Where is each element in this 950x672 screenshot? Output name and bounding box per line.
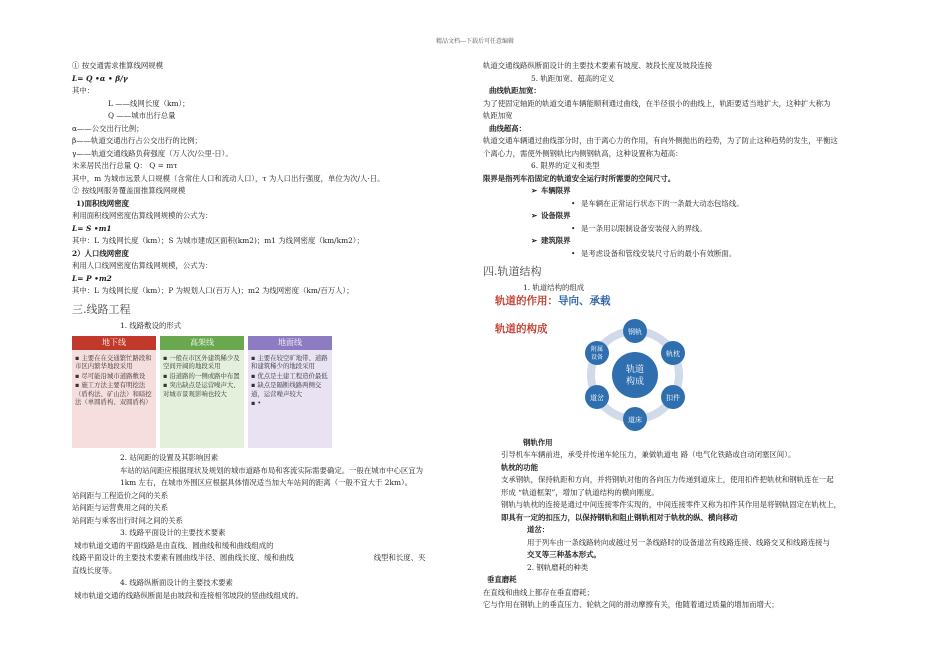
list-label: 车辆限界 [541, 186, 571, 195]
text-line: L ——线网长度（km）； [108, 98, 190, 108]
center-label-1: 轨道 [625, 364, 645, 375]
svg-text:扣件: 扣件 [666, 393, 680, 402]
text-line: 其中：L 为线网长度（km）；P 为规划人口(百万人)；m2 为线网密度（km/百万人）； [72, 286, 354, 295]
text-line: 6. 限界的定义和类型 [531, 161, 600, 170]
subheading: 曲线轨距加宽： [489, 86, 541, 95]
list-label: 建筑限界 [541, 236, 571, 245]
svg-text:轨枕: 轨枕 [666, 349, 680, 358]
text-line: 4. 线路纵断面设计的主要技术要素 [120, 578, 233, 587]
text-line: ① 按交通需求推算线网规模 [72, 61, 164, 70]
text-line: 2. 钢轨磨耗的种类 [527, 562, 589, 572]
text-line: 站间距与工程造价之间的关系 [72, 490, 169, 500]
text-line: 轨距加宽 [483, 111, 513, 120]
list-label: 设备限界 [541, 211, 571, 220]
track-type-item: ▪ 一般在市区外建筑稀少及空间开阔的地段采用 [163, 354, 240, 371]
formula: L= S •m1 [72, 223, 112, 233]
text-line: 支承钢轨，保持轨距和方向，并将钢轨对他的各向压力传递到道床上，使用扣件把轨枕和钢轨连在一起 [501, 475, 834, 484]
text-line: 1. 线路敷设的形式 [120, 320, 182, 330]
formula: L= P •m2 [72, 273, 112, 283]
text-span: 线型和长度、夹 [373, 553, 426, 562]
text-span: 线路平面设计的主要技术要素有圆曲线半径、圆曲线长度、缓和曲线 [72, 553, 294, 562]
track-type-item: ▪ 主要在较空旷地带、道路和建筑稀少的地段采用 [251, 354, 328, 371]
svg-text:钢轨: 钢轨 [628, 327, 642, 336]
text-line [72, 552, 472, 565]
text-line: 轨道交通车辆通过曲线部分时，由于离心力的作用，有向外侧抛出的趋势，为了防止这种趋势的发生，平衡这 [483, 136, 838, 145]
right-column [483, 60, 883, 612]
track-type-title: 地下线 [72, 336, 156, 350]
text-line: 即具有一定的扣压力，以保持钢轨和阻止钢轨相对于轨枕的纵、横向移动 [501, 512, 738, 522]
track-type-item: ▪ 沿道路的一侧或路中布置 [163, 371, 240, 380]
node-ballast [623, 407, 647, 431]
dot-bullet-icon: • [571, 223, 576, 233]
text-line: 它与作用在钢轨上的垂直压力、轮轨之间的滑动摩擦有关，他随着通过质量的增加而增大； [483, 600, 779, 609]
center-node [612, 352, 658, 398]
subheading: 曲线超高： [489, 123, 526, 133]
track-type-item: ▪ 主要在在交通繁忙路段和市区内繁华地段采用 [75, 354, 152, 371]
text-line: 为了使固定轴距的轨道交通车辆能顺利通过曲线，在半径很小的曲线上，轨距要适当地扩大，这种扩大称为 [483, 98, 831, 108]
text-line: 在直线和曲线上都存在垂直磨耗； [483, 587, 594, 597]
center-label-2: 构成 [625, 376, 645, 387]
text-line: α——公交出行比例； [72, 123, 144, 133]
composition-wheel [495, 295, 695, 435]
track-type-title: 高架线 [160, 336, 244, 350]
list-item [483, 198, 883, 211]
text-line: 站间距与乘客出行时间之间的关系 [72, 515, 183, 525]
text-line: 未来居民出行总量 Q： Q = mτ [72, 161, 178, 170]
text-line: 个离心力，需使外侧钢轨比内侧钢轨高，这种设置称为超高： [483, 148, 683, 158]
text-line: 车站的站间距应根据现状及规划的城市道路布局和客流实际需要确定。一般在城市中心区宜为 [120, 465, 424, 475]
track-type-item: ▪ 施工方法主要有明挖法（盾构法、矿山法）和暗挖法（单圆盾构、双圆盾构） [75, 381, 152, 407]
list-item [483, 185, 883, 198]
text-line: 轨道交通线路纵断面设计的主要技术要素有坡度、坡段长度及坡段连接 [483, 61, 713, 70]
text-line: 形成 “轨道框架”，增加了轨道结构的横向刚度。 [501, 487, 659, 497]
subheading: 垂直磨耗 [487, 575, 517, 584]
text-line: 其中：L 为线网长度（km）；S 为城市建成区面积(km2)；m1 为线网密度（km/km2）； [72, 236, 364, 245]
text-line: ② 按线网服务覆盖面推算线网规模 [72, 186, 186, 195]
diagram-title-a: 轨道的作用： [495, 294, 558, 307]
text-line: 1. 轨道结构的组成 [523, 283, 585, 292]
text-line: 其中，m 为城市远景人口规模（含常住人口和流动人口），τ 为人口出行强度，单位为次/人·日。 [72, 173, 385, 183]
list-item [483, 223, 883, 236]
list-text: 是考虑设备和管线安装尺寸后的最小有效断面。 [581, 248, 737, 258]
diagram-subtitle: 轨道的构成 [495, 322, 548, 335]
section-heading: 四.轨道结构 [483, 265, 542, 278]
track-type-item: ▪ 优点是土建工程造价最低 [251, 371, 328, 380]
list-item [483, 210, 883, 223]
track-composition-diagram [495, 295, 695, 435]
section-heading: 三.线路工程 [72, 302, 131, 316]
text-line: 其中： [72, 86, 95, 95]
list-text: 是一条用以限制设备安装侵入的界线。 [581, 223, 707, 233]
svg-text:设备: 设备 [590, 353, 604, 361]
track-type-underground [72, 336, 156, 448]
text-line: β——轨道交通出行占公交出行的比例； [72, 136, 202, 145]
text-line: 1km 左右，在城市外围区应根据具体情况适当加大车站间的距离（一般不宜大于 2km）。 [120, 478, 413, 487]
list-item [483, 248, 883, 261]
track-type-ground [248, 336, 332, 448]
left-column [72, 60, 472, 602]
text-line: 直线长度等。 [72, 565, 117, 575]
formula: L= Q •α • β/γ [72, 73, 128, 83]
subheading: 1)面积线网密度 [76, 198, 129, 208]
track-type-item: ▪ • [251, 399, 262, 408]
text-line: 利用人口线网密度估算线网规模，公式为： [72, 261, 213, 270]
arrow-bullet-icon: ➢ [531, 186, 538, 195]
node-fastener [661, 385, 685, 409]
node-accessory [585, 341, 609, 365]
dot-bullet-icon: • [571, 248, 576, 258]
text-line: 5. 轨距加宽、超高的定义 [531, 73, 615, 83]
subheading: 钢轨作用 [523, 437, 553, 447]
track-type-item: ▪ 缺点是隔断线路两侧交通，运营噪声较大 [251, 381, 322, 398]
track-type-title: 地面线 [248, 336, 332, 350]
text-line: 城市轨道交通的线路纵断面是由坡段和连接相邻坡段的竖曲线组成的。 [74, 590, 304, 600]
diagram-title-b: 导向、承载 [558, 294, 611, 307]
text-line: 用于列车由一条线路转向或越过另一条线路时的设备道岔有线路连接、线路交叉和线路连接与 [527, 537, 831, 547]
definition: 限界是指列车沿固定的轨道安全运行时所需要的空间尺寸。 [483, 173, 676, 183]
text-line: 3. 线路平面设计的主要技术要素 [120, 528, 226, 537]
text-line: 利用面积线网密度估算线网规模的公式为： [72, 211, 213, 220]
arrow-bullet-icon: ➢ [531, 236, 538, 245]
node-rail [623, 319, 647, 343]
subheading: 道岔： [527, 525, 550, 534]
text-line: 2. 站间距的设置及其影响因素 [120, 453, 219, 462]
track-types-figure [72, 336, 472, 448]
svg-text:附属: 附属 [590, 345, 604, 353]
text-line: γ——轨道交通线路负荷强度（万人次/公里·日）。 [72, 148, 233, 158]
svg-text:道床: 道床 [628, 415, 642, 424]
list-item [483, 235, 883, 248]
list-text: 是车辆在正常运行状态下的一条最大动态包络线。 [581, 198, 744, 208]
text-line: Q ——城市出行总量 [108, 111, 176, 120]
track-type-elevated [160, 336, 244, 448]
subheading: 2）人口线网密度 [72, 248, 129, 258]
track-type-item: ▪ 尽可能沿城市道路敷设 [75, 371, 146, 380]
text-line: 交叉等三种基本形式。 [527, 550, 601, 559]
text-line: 钢轨与轨枕的连接是通过中间连接零件实现的，中间连接零件又称为扣件其作用是将钢轨固定在轨枕上， [501, 500, 841, 509]
node-sleeper [661, 341, 685, 365]
text-line: 城市轨道交通的平面线路是由直线、圆曲线和缓和曲线组成的 [74, 540, 274, 550]
svg-text:道岔: 道岔 [590, 393, 604, 402]
subheading: 轨枕的功能 [501, 462, 538, 472]
node-turnout [585, 385, 609, 409]
page-header: 精品文档---下载后可任意编辑 [435, 38, 515, 45]
track-type-item: ▪ 突出缺点是运营噪声大、对城市景观影响也较大 [163, 381, 240, 398]
arrow-bullet-icon: ➢ [531, 211, 538, 220]
text-line: 站间距与运营费用之间的关系 [72, 503, 169, 512]
dot-bullet-icon: • [571, 198, 576, 208]
text-line: 引导机车车辆前进，承受并传递车轮压力，兼做轨道电 路（电气化铁路或自动闭塞区间）。 [501, 450, 796, 459]
